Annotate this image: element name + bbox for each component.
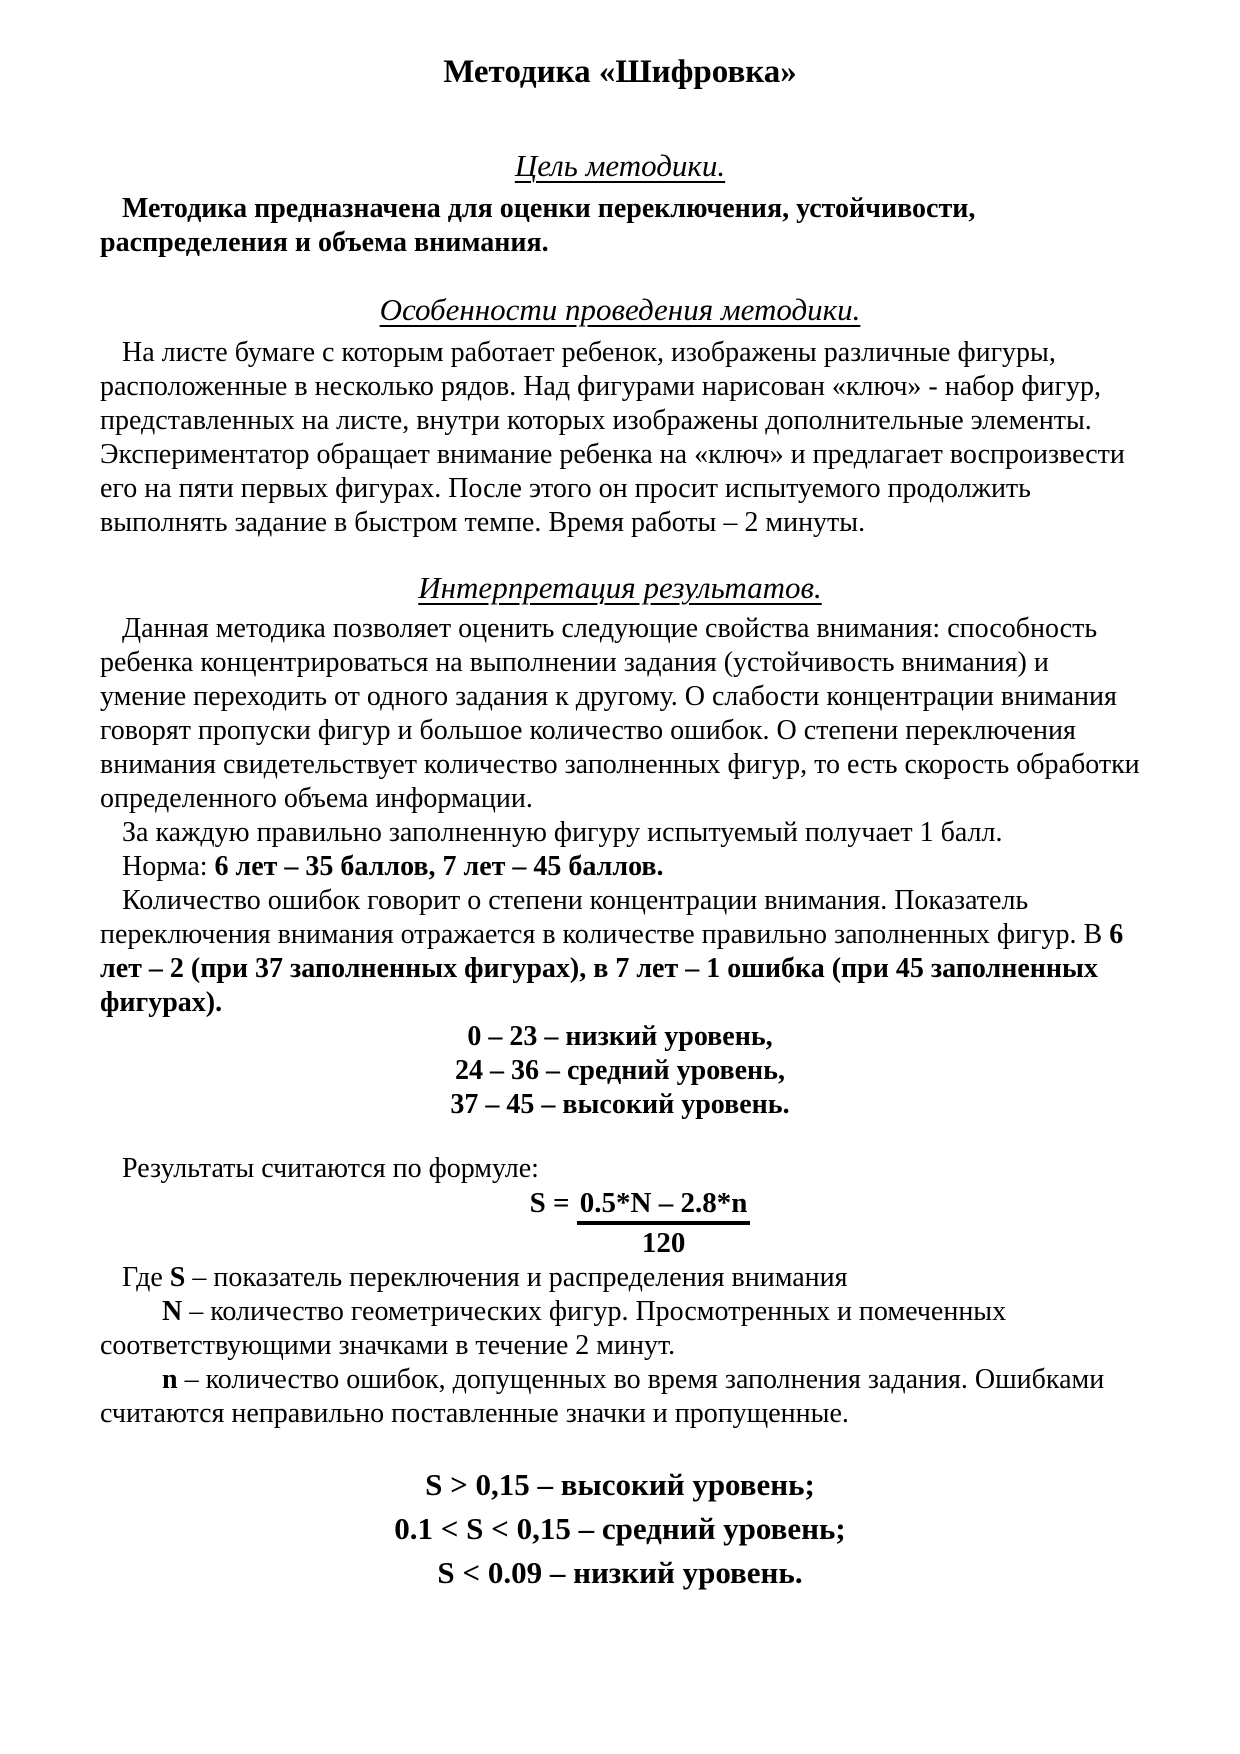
document-title: Методика «Шифровка»: [443, 54, 797, 90]
definition-s: [100, 1261, 1140, 1295]
procedure-heading: Особенности проведения методики.: [379, 292, 861, 327]
formula-lhs: S =: [529, 1187, 570, 1219]
definition-s-prefix: Где: [122, 1262, 170, 1293]
definition-n: [100, 1295, 1140, 1363]
e-definition: – количество ошибок, допущенных во время заполнения задания. Ошибками считаются неправильно поставленные значки и пропущенные.: [100, 1364, 1105, 1429]
norm-label: Норма:: [122, 851, 215, 882]
e-symbol: n: [162, 1364, 178, 1395]
goal-heading: Цель методики.: [514, 148, 726, 183]
goal-body: Методика предназначена для оценки переключения, устойчивости, распределения и объема внимания.: [100, 193, 976, 258]
score-level-low: 0 – 23 – низкий уровень,: [467, 1021, 773, 1052]
s-level-low: S < 0.09 – низкий уровень.: [437, 1555, 803, 1590]
formula: [140, 1186, 1140, 1261]
norm-line: [100, 850, 1140, 884]
formula-denominator: 120: [641, 1227, 686, 1259]
procedure-body: На листе бумаге с которым работает ребенок, изображены различные фигуры, расположенные в несколько рядов. Над фигурами нарисован «ключ» - набор фигур, представленных на листе, внутри которых изображены дополнительные элементы. Экспериментатор обращает внимание ребенка на «ключ» и предлагает воспроизвести его на пяти первых фигурах. После этого он просит испытуемого продолжить выполнять задание в быстром темпе. Время работы – 2 минуты.: [100, 337, 1125, 538]
interpretation-heading: Интерпретация результатов.: [418, 570, 822, 605]
errors-bold: 6 лет – 2 (при 37 заполненных фигурах), в 7 лет – 1 ошибка (при 45 заполненных фигурах).: [100, 919, 1124, 1018]
definition-errors: [100, 1363, 1140, 1431]
n-definition: – количество геометрических фигур. Просмотренных и помеченных соответствующими значками в течение 2 минут.: [100, 1296, 1007, 1361]
n-symbol: N: [162, 1296, 183, 1327]
s-level-high: S > 0,15 – высокий уровень;: [425, 1467, 815, 1502]
score-level-medium: 24 – 36 – средний уровень,: [455, 1055, 785, 1086]
s-level-medium: 0.1 < S < 0,15 – средний уровень;: [394, 1511, 846, 1546]
s-definition: – показатель переключения и распределения внимания: [185, 1262, 848, 1293]
s-symbol: S: [169, 1262, 186, 1293]
errors-text: Количество ошибок говорит о степени концентрации внимания. Показатель переключения внимания отражается в количестве правильно заполненных фигур. В: [100, 885, 1110, 950]
formula-numerator: 0.5*N – 2.8*n: [577, 1186, 751, 1225]
score-level-high: 37 – 45 – высокий уровень.: [450, 1089, 790, 1120]
norm-value: 6 лет – 35 баллов, 7 лет – 45 баллов.: [214, 851, 664, 882]
formula-fraction: [577, 1186, 751, 1261]
errors-paragraph: [100, 884, 1140, 1020]
scoring-rule: За каждую правильно заполненную фигуру испытуемый получает 1 балл.: [122, 817, 1003, 848]
score-levels-block: [100, 1020, 1140, 1122]
formula-intro: Результаты считаются по формуле:: [122, 1153, 539, 1184]
interpretation-overview: Данная методика позволяет оценить следующие свойства внимания: способность ребенка концентрироваться на выполнении задания (устойчивость внимания) и умение переходить от одного задания к другому. О слабости концентрации внимания говорят пропуски фигур и большое количество ошибок. О степени переключения внимания свидетельствует количество заполненных фигур, то есть скорость обработки определенного объема информации.: [100, 613, 1140, 814]
s-levels-block: [100, 1463, 1140, 1595]
